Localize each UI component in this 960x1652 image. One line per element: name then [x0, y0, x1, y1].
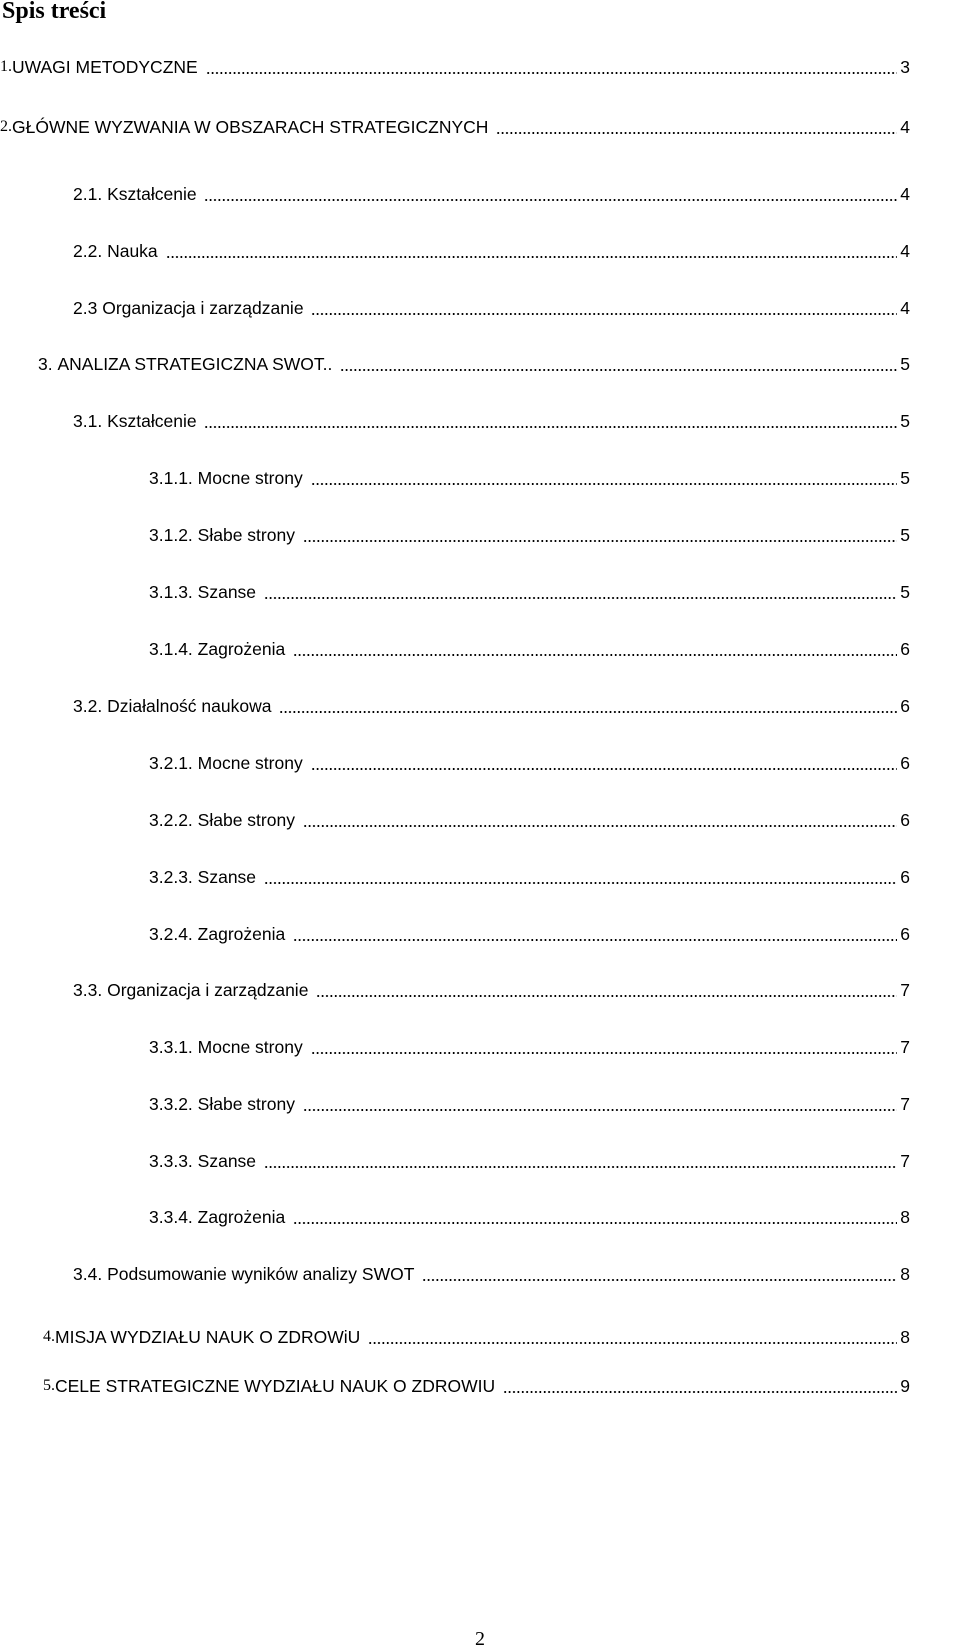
toc-entry[interactable] [73, 690, 910, 716]
toc-entry-page: 4 [900, 117, 910, 137]
toc-entry[interactable] [149, 1145, 910, 1171]
toc-entry-number: 3.3.3. [149, 1151, 193, 1171]
toc-entry-page: 8 [900, 1327, 910, 1347]
dot-leader [166, 241, 897, 261]
toc-entry-label: Organizacja i zarządzanie [107, 980, 309, 1000]
toc-entry-page: 6 [900, 753, 910, 773]
toc-entry[interactable] [149, 861, 910, 887]
toc-entry-page: 7 [900, 1037, 910, 1057]
toc-entry-label: Kształcenie [107, 411, 197, 431]
toc-entry[interactable] [73, 292, 910, 318]
toc-entry-label: Mocne strony [197, 468, 303, 488]
toc-entry-page: 5 [900, 411, 910, 431]
toc-entry-label: Mocne strony [197, 1037, 303, 1057]
toc-entry-label: Słabe strony [197, 525, 295, 545]
toc-entry-label: Zagrożenia [197, 639, 286, 659]
toc-entry[interactable] [73, 178, 910, 204]
toc-entry-label: Kształcenie [107, 184, 197, 204]
toc-entry-page: 8 [900, 1207, 910, 1227]
toc-entry-label: Zagrożenia [197, 1207, 286, 1227]
toc-entry-label: Słabe strony [197, 1094, 295, 1114]
dot-leader [311, 1037, 897, 1057]
dot-leader [311, 753, 897, 773]
toc-entry-label: MISJA WYDZIAŁU NAUK O ZDROWiU [55, 1327, 361, 1347]
dot-leader [264, 1151, 897, 1171]
dot-leader [316, 980, 897, 1000]
dot-leader [496, 117, 897, 137]
toc-entry[interactable] [149, 1201, 910, 1227]
dot-leader [340, 354, 897, 374]
toc-entry-number: 2.2. [73, 241, 103, 261]
toc-entry-label: Zagrożenia [197, 924, 286, 944]
toc-entry-number: 3.2.4. [149, 924, 193, 944]
toc-entry-number: 3. [38, 354, 53, 374]
toc-entry-number: 3.3. [73, 980, 103, 1000]
toc-entry-page: 7 [900, 980, 910, 1000]
toc-entry-number: 3.2. [73, 696, 103, 716]
toc-entry-label: ANALIZA STRATEGICZNA SWOT.. [57, 354, 333, 374]
dot-leader [368, 1327, 897, 1347]
toc-entry[interactable] [149, 462, 910, 488]
toc-title: Spis treści [2, 0, 107, 24]
dot-leader [264, 867, 897, 887]
toc-entry-label: Działalność naukowa [107, 696, 272, 716]
toc-entry-number: 2.3 [73, 298, 98, 318]
toc-entry-number: 3.2.2. [149, 810, 193, 830]
toc-entry[interactable] [43, 1321, 910, 1347]
toc-entry-label: Słabe strony [197, 810, 295, 830]
dot-leader [293, 639, 897, 659]
dot-leader [279, 696, 897, 716]
toc-entry-number: 2. [0, 118, 12, 135]
toc-entry-page: 6 [900, 810, 910, 830]
toc-entry-number: 3.1. [73, 411, 103, 431]
toc-entry-number: 3.1.2. [149, 525, 193, 545]
dot-leader [311, 298, 897, 318]
toc-entry-page: 6 [900, 867, 910, 887]
toc-entry-number: 3.1.3. [149, 582, 193, 602]
toc-entry-label: Organizacja i zarządzanie [102, 298, 304, 318]
toc-entry-label: Nauka [107, 241, 158, 261]
toc-entry-page: 9 [900, 1376, 910, 1396]
toc-entry-label: Mocne strony [197, 753, 303, 773]
toc-entry[interactable] [149, 747, 910, 773]
toc-entry-label: Szanse [197, 1151, 257, 1171]
toc-entry[interactable] [0, 111, 910, 137]
toc-entry-number: 1. [0, 58, 12, 75]
dot-leader [303, 525, 897, 545]
toc-entry-page: 7 [900, 1151, 910, 1171]
dot-leader [264, 582, 897, 602]
toc-entry[interactable] [149, 918, 910, 944]
toc-entry[interactable] [149, 1088, 910, 1114]
toc-entry-number: 5. [43, 1377, 55, 1394]
toc-entry-page: 5 [900, 525, 910, 545]
page-number: 2 [475, 1628, 485, 1650]
toc-entry-label: CELE STRATEGICZNE WYDZIAŁU NAUK O ZDROWIU [55, 1376, 496, 1396]
dot-leader [204, 411, 897, 431]
dot-leader [311, 468, 897, 488]
toc-entry-label: UWAGI METODYCZNE [12, 57, 198, 77]
toc-entry-page: 3 [900, 57, 910, 77]
toc-entry-page: 4 [900, 241, 910, 261]
toc-entry[interactable] [149, 519, 910, 545]
toc-entry-page: 5 [900, 354, 910, 374]
toc-entry-number: 3.1.4. [149, 639, 193, 659]
toc-entry-page: 8 [900, 1264, 910, 1284]
dot-leader [293, 1207, 897, 1227]
toc-entry-number: 3.3.2. [149, 1094, 193, 1114]
dot-leader [204, 184, 897, 204]
toc-entry-label: Szanse [197, 582, 257, 602]
toc-entry[interactable] [73, 405, 910, 431]
dot-leader [503, 1376, 897, 1396]
toc-entry-page: 6 [900, 639, 910, 659]
toc-entry-page: 5 [900, 468, 910, 488]
toc-entry-page: 7 [900, 1094, 910, 1114]
toc-entry-page: 4 [900, 298, 910, 318]
toc-entry-page: 6 [900, 924, 910, 944]
toc-entry[interactable] [38, 348, 910, 374]
dot-leader [422, 1264, 897, 1284]
dot-leader [293, 924, 897, 944]
toc-entry-label: GŁÓWNE WYZWANIA W OBSZARACH STRATEGICZNYCH [12, 117, 489, 137]
dot-leader [303, 1094, 897, 1114]
dot-leader [303, 810, 897, 830]
toc-entry-page: 4 [900, 184, 910, 204]
toc-entry-number: 3.2.3. [149, 867, 193, 887]
toc-entry[interactable] [149, 633, 910, 659]
toc-entry[interactable] [149, 804, 910, 830]
toc-entry[interactable] [0, 51, 910, 77]
toc-entry[interactable] [43, 1370, 910, 1396]
toc-entry-number: 3.4. [73, 1264, 103, 1284]
toc-entry-number: 3.1.1. [149, 468, 193, 488]
toc-entry[interactable] [73, 974, 910, 1000]
toc-entry-page: 6 [900, 696, 910, 716]
toc-entry-number: 3.3.4. [149, 1207, 193, 1227]
toc-entry[interactable] [73, 235, 910, 261]
toc-entry-number: 4. [43, 1328, 55, 1345]
toc-entry-number: 2.1. [73, 184, 103, 204]
dot-leader [206, 57, 897, 77]
toc-entry-number: 3.3.1. [149, 1037, 193, 1057]
toc-entry-label: Podsumowanie wyników analizy SWOT [107, 1264, 415, 1284]
toc-entry[interactable] [149, 1031, 910, 1057]
toc-entry[interactable] [73, 1258, 910, 1284]
toc-entry-label: Szanse [197, 867, 257, 887]
toc-entry-number: 3.2.1. [149, 753, 193, 773]
toc-entry[interactable] [149, 576, 910, 602]
toc-entry-page: 5 [900, 582, 910, 602]
